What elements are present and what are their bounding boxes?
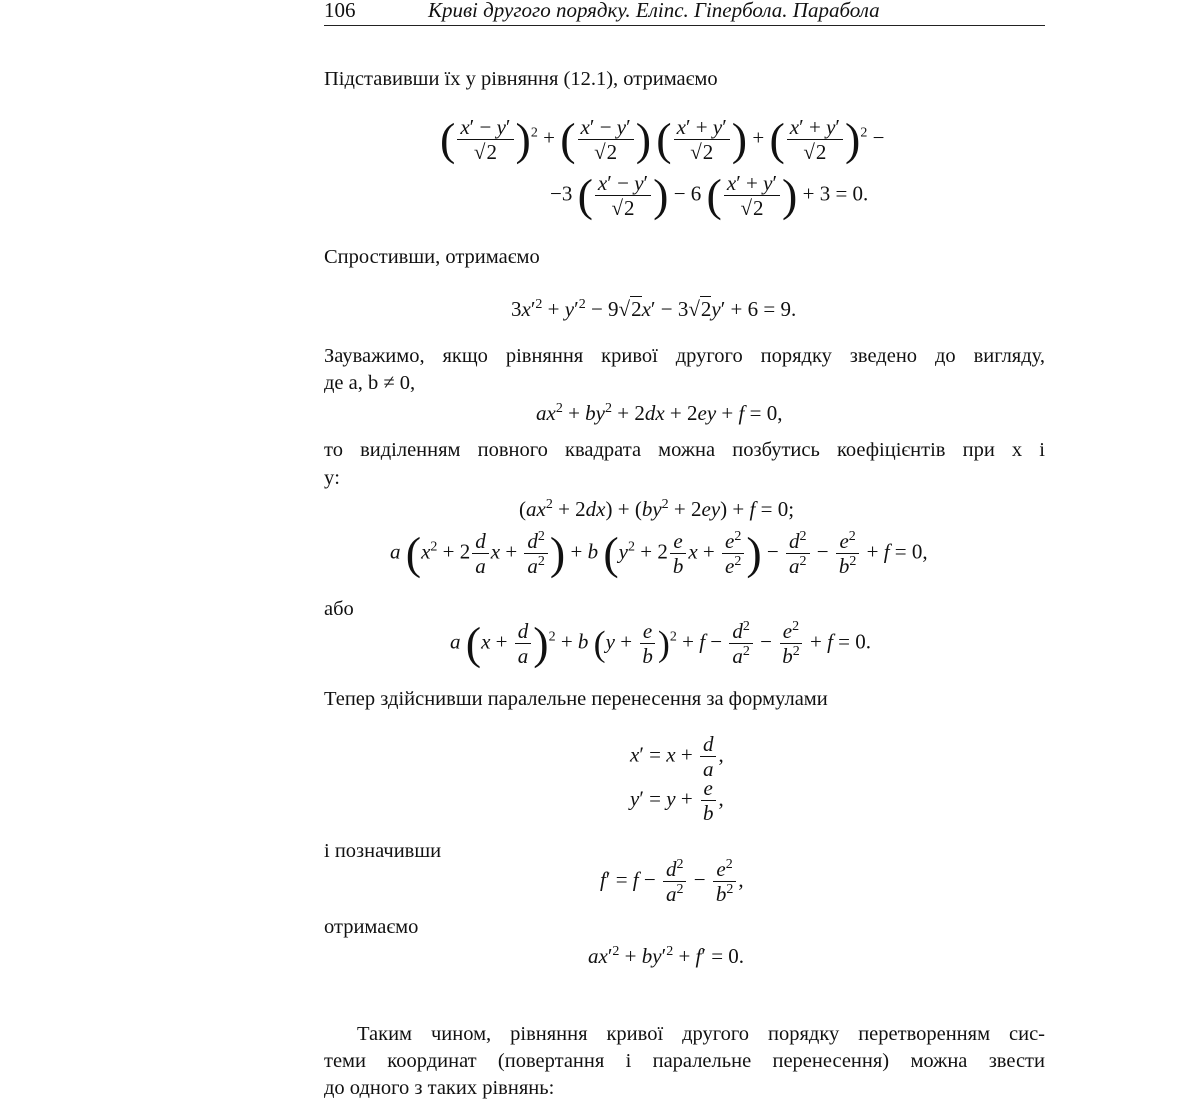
equation-simplified: $3x'^2 + y'^2 - 9√2x' - 3√2y' + 6 = 9$.	[511, 297, 797, 321]
equation-translation-x: x′ = x + $\frac{d}{a}$ ,	[630, 732, 724, 782]
paragraph-1: Підставивши їх у рівняння (12.1), отримаємо	[324, 68, 718, 90]
running-header	[324, 0, 1045, 26]
equation-completed-square: a ($x^2 + 2$ $\frac{d}{a}$ x + $\frac{d^2}{a^2}$ ) + b ($y^2 + 2$ $\frac{e}{b}$ x + $\frac{e^2}{e^2}$ ) − $\frac{d^2}{a^2}$ − $\frac{e^2}{b^2}$ + f = 0,	[390, 527, 928, 579]
paragraph-7: і позначивши	[324, 840, 442, 862]
paragraph-3-line-1: Зауважимо, якщо рівняння кривої другого порядку зведено до вигляду,	[324, 345, 1045, 367]
running-title: Криві другого порядку. Еліпс. Гіпербола. Парабола	[428, 0, 880, 22]
equation-squares: a (x + $\frac{d}{a}$ )$^2$ + b (y + $\frac{e}{b}$ )$^2$ + f − $\frac{d^2}{a^2}$ − $\frac{e^2}{b^2}$ + f = 0.	[450, 617, 871, 669]
page-number: 106	[324, 0, 356, 22]
equation-substitution-line-1: ( $\frac{x' - y'}{√2}$ )$^2$ + ( $\frac{x' - y'}{√2}$ ) ( $\frac{x' + y'}{√2}$ ) + ( $\frac{x' + y'}{√2}$ )$^2$ −	[440, 113, 885, 165]
paragraph-9-line-1: Таким чином, рівняння кривої другого порядку перетворенням сис-	[357, 1023, 1045, 1045]
paragraph-8: отримаємо	[324, 916, 419, 938]
paragraph-3-line-2: де a, b ≠ 0,	[324, 372, 416, 394]
equation-substitution-line-2: −3 ( $\frac{x' - y'}{√2}$ ) − 6 ( $\frac{x' + y'}{√2}$ ) + 3 = 0.	[550, 169, 869, 221]
equation-canonical: $ax'^2 + by'^2 + f' = 0$.	[588, 944, 745, 968]
paragraph-4-line-2: y:	[324, 467, 340, 489]
paragraph-2: Спростивши, отримаємо	[324, 246, 540, 268]
paragraph-9-line-2: теми координат (повертання і паралельне перенесення) можна звести	[324, 1050, 1045, 1072]
paragraph-9-line-3: до одного з таких рівнянь:	[324, 1077, 555, 1099]
equation-translation-y: y′ = y + $\frac{e}{b}$ ,	[630, 776, 724, 826]
equation-f-prime: f′ = f − $\frac{d^2}{a^2}$ − $\frac{e^2}{b^2}$ ,	[600, 857, 744, 907]
equation-general-form: $ax^2 + by^2 + 2dx + 2ey + f = 0$,	[536, 401, 783, 425]
paragraph-5: або	[324, 598, 354, 620]
paragraph-4-line-1: то виділенням повного квадрата можна позбутись коефіцієнтів при x і	[324, 439, 1045, 461]
paragraph-6: Тепер здійснивши паралельне перенесення за формулами	[324, 688, 828, 710]
equation-grouped: $(ax^2 + 2dx) + (by^2 + 2ey) + f = 0$;	[519, 497, 795, 521]
